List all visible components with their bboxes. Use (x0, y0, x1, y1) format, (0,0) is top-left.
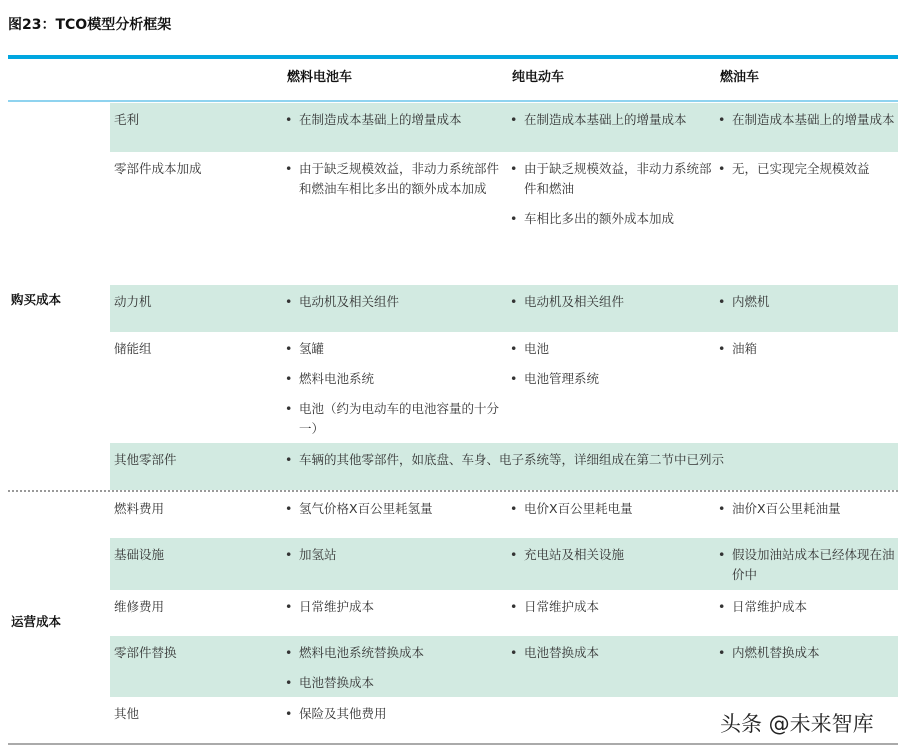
cell-c3 (718, 159, 896, 189)
cell-c1 (285, 643, 503, 703)
bullet-item: • 假设加油站成本已经体现在油价中 (718, 545, 896, 585)
group-divider (8, 490, 898, 492)
cell-c3 (718, 110, 896, 140)
cell-c3 (718, 545, 896, 595)
table-row (110, 443, 898, 490)
bullet-item: • 由于缺乏规模效益，非动力系统部件和燃油 (510, 159, 716, 199)
bullet-item: • 在制造成本基础上的增量成本 (285, 110, 503, 130)
row-label: 毛利 (114, 112, 140, 127)
bullet-item: • 油价X百公里耗油量 (718, 499, 896, 519)
bullet-item: • 电动机及相关组件 (510, 292, 716, 312)
cell-c2 (510, 643, 716, 673)
bullet-item: • 无，已实现完全规模效益 (718, 159, 896, 179)
bullet-item: • 电池替换成本 (510, 643, 716, 663)
cell-c2 (510, 292, 716, 322)
bullet-item: • 氢气价格X百公里耗氢量 (285, 499, 503, 519)
row-label: 储能组 (114, 341, 152, 356)
bullet-item: • 日常维护成本 (285, 597, 503, 617)
cell-c1 (285, 499, 503, 529)
bullet-item: • 电池替换成本 (285, 673, 503, 693)
bullet-item: • 日常维护成本 (510, 597, 716, 617)
bullet-item: • 电价X百公里耗电量 (510, 499, 716, 519)
row-label: 动力机 (114, 294, 152, 309)
bullet-item: • 车辆的其他零部件，如底盘、车身、电子系统等，详细组成在第二节中已列示 (285, 450, 885, 470)
cell-c2 (510, 499, 716, 529)
table-row (110, 590, 898, 636)
figure-title: 图23：TCO模型分析框架 (8, 17, 172, 33)
cell-c1 (285, 159, 503, 209)
cell-c3 (718, 339, 896, 369)
bullet-item: • 电池 (510, 339, 716, 359)
table-row (110, 103, 898, 152)
bullet-item: • 电池（约为电动车的电池容量的十分一） (285, 399, 503, 439)
cell-c3 (718, 597, 896, 627)
header-fcv: 燃料电池车 (287, 70, 353, 85)
bullet-item: • 在制造成本基础上的增量成本 (718, 110, 896, 130)
table-row (110, 636, 898, 697)
row-label: 零部件成本加成 (114, 161, 202, 176)
header-ice: 燃油车 (720, 70, 760, 85)
cell-c3 (718, 292, 896, 322)
cell-c2 (510, 545, 716, 575)
bullet-item: • 内燃机替换成本 (718, 643, 896, 663)
cell-c1 (285, 597, 503, 627)
group-label-operating: 运营成本 (11, 614, 62, 629)
cell-c1 (285, 110, 503, 140)
cell-c2 (510, 110, 716, 140)
row-label: 零部件替换 (114, 645, 177, 660)
bullet-item: • 在制造成本基础上的增量成本 (510, 110, 716, 130)
cell-c1 (285, 339, 503, 449)
top-rule (8, 55, 898, 59)
header-bev: 纯电动车 (512, 70, 565, 85)
bullet-item: • 电池管理系统 (510, 369, 716, 389)
bullet-item: • 油箱 (718, 339, 896, 359)
bullet-item: • 氢罐 (285, 339, 503, 359)
table-row (110, 492, 898, 538)
bullet-item: • 燃料电池系统 (285, 369, 503, 389)
table-row (110, 152, 898, 285)
bullet-item: • 充电站及相关设施 (510, 545, 716, 565)
table-row (110, 538, 898, 590)
cell-c1 (285, 704, 503, 734)
group-label-purchase: 购买成本 (11, 292, 62, 307)
row-label: 其他 (114, 706, 140, 721)
cell-c1 (285, 292, 503, 322)
table-row (110, 332, 898, 443)
bullet-item: • 车相比多出的额外成本加成 (510, 209, 716, 229)
cell-c3 (718, 643, 896, 673)
row-label: 基础设施 (114, 547, 165, 562)
row-label: 其他零部件 (114, 452, 177, 467)
cell-c2 (510, 339, 716, 399)
cell-span (285, 450, 885, 480)
bullet-item: • 保险及其他费用 (285, 704, 503, 724)
bullet-item: • 由于缺乏规模效益，非动力系统部件和燃油车相比多出的额外成本加成 (285, 159, 503, 199)
cell-c1 (285, 545, 503, 575)
watermark: 头条 @未来智库 (720, 712, 874, 736)
bullet-item: • 加氢站 (285, 545, 503, 565)
cell-c2 (510, 159, 716, 239)
bullet-item: • 日常维护成本 (718, 597, 896, 617)
header-rule (8, 100, 898, 102)
bullet-item: • 电动机及相关组件 (285, 292, 503, 312)
bullet-item: • 燃料电池系统替换成本 (285, 643, 503, 663)
cell-c3 (718, 499, 896, 529)
table-row (110, 285, 898, 332)
row-label: 燃料费用 (114, 501, 165, 516)
bottom-rule (8, 743, 898, 745)
cell-c2 (510, 597, 716, 627)
bullet-item: • 内燃机 (718, 292, 896, 312)
row-label: 维修费用 (114, 599, 165, 614)
